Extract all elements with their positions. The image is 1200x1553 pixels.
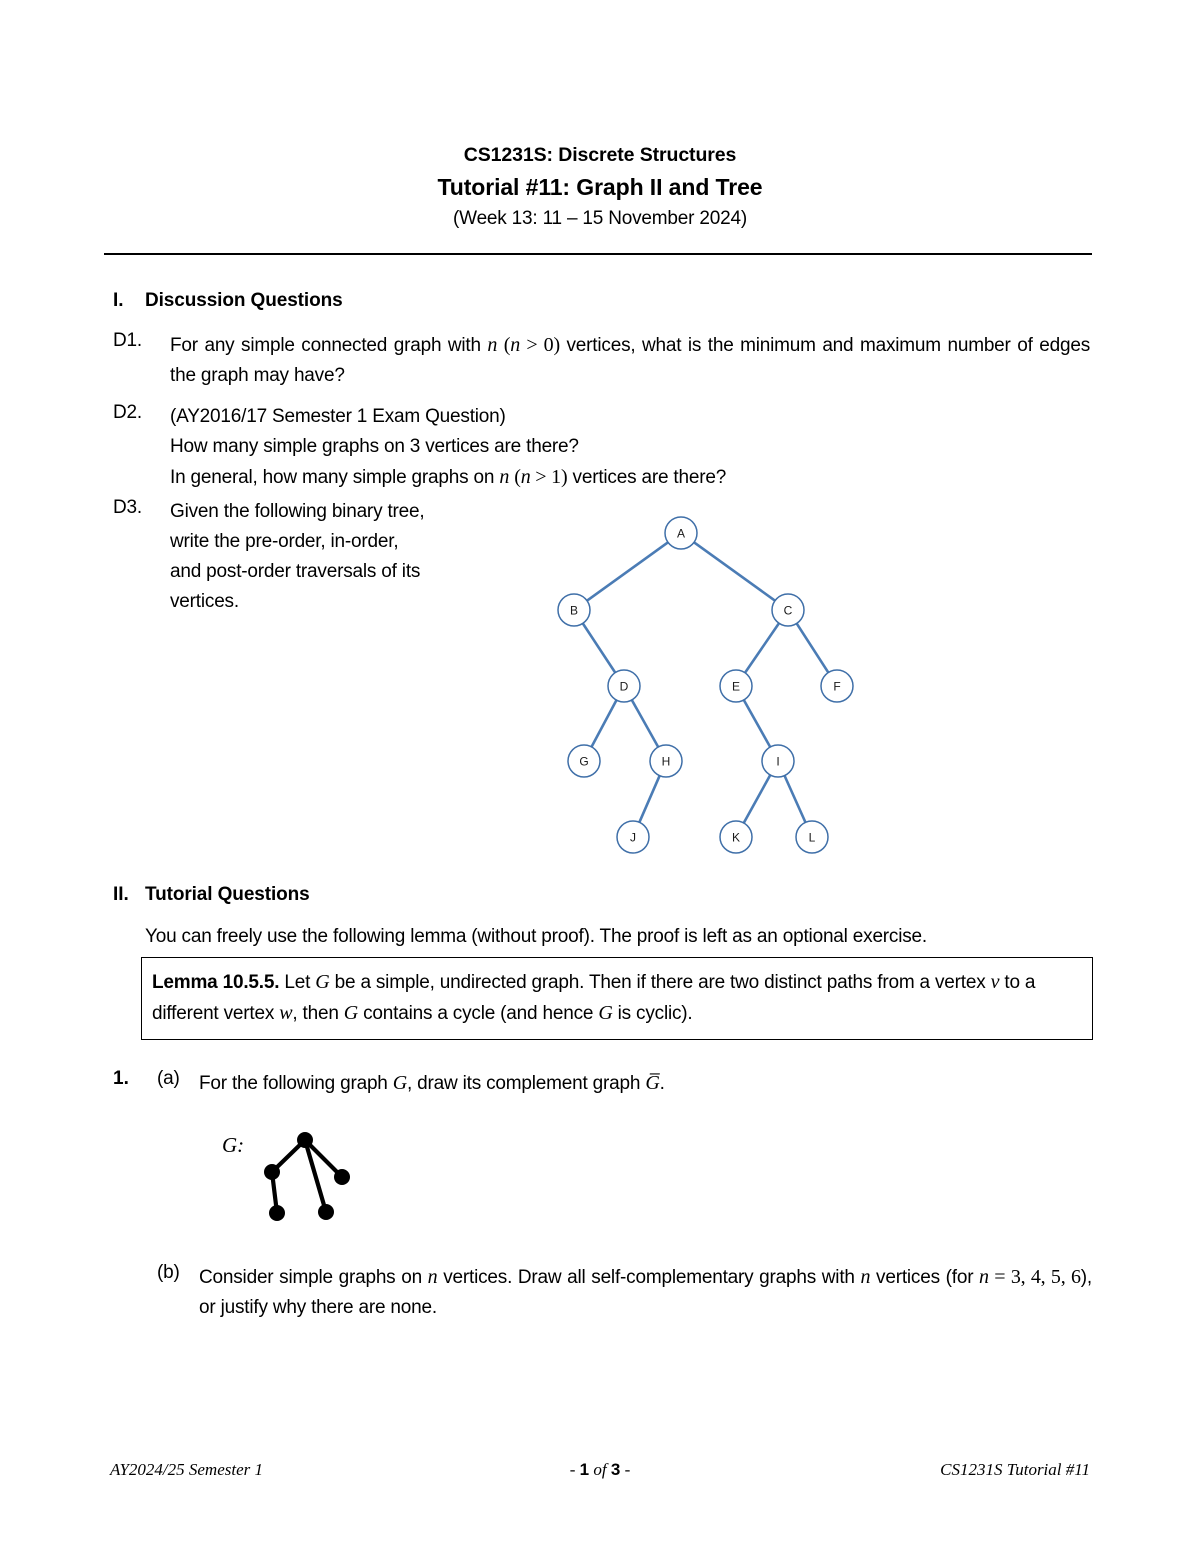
lemma-text-1: Let G be a simple, undirected graph. Then if there are two distinct paths from a vertex v to a different vertex w, then G contains a cycle (and hence G is cyclic). (152, 971, 1036, 1024)
section-numeral-tutorial: II. (113, 884, 129, 905)
lemma-name: Lemma 10.5.5. (152, 972, 280, 993)
tree-node-label-H: H (661, 754, 671, 769)
tree-node-label-C: C (783, 603, 793, 618)
graph-g-vertex-v1 (297, 1132, 313, 1148)
question-number-1: 1. (113, 1068, 129, 1089)
d1-line-1: For any simple connected graph with n (n > 0) vertices, what is the minimum and maximum number of edges the graph may have? (170, 334, 1090, 386)
tree-edge-I-L (785, 776, 806, 823)
tree-edge-B-D (583, 623, 615, 672)
footer-page-number: - 1 of 3 - (569, 1460, 631, 1479)
tree-node-J (617, 821, 649, 853)
tree-node-label-K: K (731, 830, 741, 845)
d2-line-2: How many simple graphs on 3 vertices are there? (170, 436, 579, 457)
tree-edge-A-B (587, 542, 668, 600)
week-subtitle: (Week 13: 11 – 15 November 2024) (453, 208, 747, 229)
question-1a-text: For the following graph G, draw its complement graph G̅. (199, 1072, 665, 1094)
question-body-d1 (170, 330, 1090, 391)
tree-node-L (796, 821, 828, 853)
d3-line-4: vertices. (170, 591, 239, 612)
tree-node-label-G: G (579, 754, 589, 769)
tree-node-label-D: D (619, 679, 629, 694)
tree-node-label-I: I (776, 754, 780, 769)
d3-line-1: Given the following binary tree, (170, 501, 425, 522)
tree-node-label-J: J (630, 830, 636, 845)
graph-g-vertex-v5 (318, 1204, 334, 1220)
question-1b-text: Consider simple graphs on n vertices. Draw all self-complementary graphs with n vertices (for n = 3, 4, 5, 6), or justify why there are none. (199, 1266, 1092, 1318)
page-title: Tutorial #11: Graph II and Tree (437, 174, 763, 200)
tree-edge-E-I (744, 700, 770, 747)
tree-node-label-E: E (731, 679, 741, 694)
graph-g-vertex-v4 (269, 1205, 285, 1221)
tree-node-G (568, 745, 600, 777)
lemma-box (141, 957, 1093, 1040)
question-label-d3: D3. (113, 497, 142, 518)
d3-line-3: and post-order traversals of its (170, 561, 421, 582)
section-numeral-discussion: I. (113, 290, 124, 311)
tree-node-label-B: B (569, 603, 579, 618)
tree-edge-D-H (632, 700, 658, 747)
graph-g-vertex-v3 (334, 1169, 350, 1185)
tree-node-D (608, 670, 640, 702)
tree-edge-D-G (592, 700, 617, 747)
question-1a-label: (a) (157, 1068, 180, 1089)
course-title: CS1231S: Discrete Structures (463, 144, 737, 166)
graph-g-vertex-group (264, 1132, 350, 1221)
tree-edge-H-J (639, 776, 659, 823)
tree-edge-I-K (744, 775, 771, 823)
tree-node-E (720, 670, 752, 702)
graph-g-diagram (215, 1122, 375, 1232)
tree-node-group (558, 517, 853, 853)
header-divider (104, 253, 1092, 255)
tree-node-F (821, 670, 853, 702)
question-body-d3 (170, 497, 492, 617)
graph-g-vertex-v2 (264, 1164, 280, 1180)
tutorial-intro-text: You can freely use the following lemma (without proof). The proof is left as an optional exercise. (145, 926, 927, 947)
tree-node-label-A: A (676, 526, 686, 541)
d2-line-1: (AY2016/17 Semester 1 Exam Question) (170, 406, 506, 427)
d3-line-2: write the pre-order, in-order, (170, 531, 399, 552)
tree-node-C (772, 594, 804, 626)
document-header (110, 140, 1090, 234)
footer-left: AY2024/25 Semester 1 (110, 1460, 263, 1479)
graph-g-label: G: (222, 1133, 245, 1157)
section-title-discussion: Discussion Questions (145, 290, 343, 311)
tree-edge-C-F (797, 623, 829, 672)
question-label-d2: D2. (113, 402, 142, 423)
question-label-d1: D1. (113, 330, 142, 351)
section-title-tutorial: Tutorial Questions (145, 884, 310, 905)
tree-node-H (650, 745, 682, 777)
footer-right: CS1231S Tutorial #11 (940, 1460, 1090, 1479)
tree-node-A (665, 517, 697, 549)
tree-node-label-F: F (833, 679, 841, 694)
binary-tree-diagram (540, 500, 880, 880)
tree-node-B (558, 594, 590, 626)
tree-node-K (720, 821, 752, 853)
graph-g-edge-group (272, 1140, 342, 1213)
tree-node-I (762, 745, 794, 777)
question-1b-label: (b) (157, 1262, 180, 1283)
question-body-d2 (170, 402, 1090, 493)
tree-node-label-L: L (808, 830, 816, 845)
d2-line-3: In general, how many simple graphs on n (n > 1) vertices are there? (170, 466, 727, 488)
tree-edge-A-C (694, 542, 775, 600)
tree-edge-C-E (745, 623, 779, 673)
